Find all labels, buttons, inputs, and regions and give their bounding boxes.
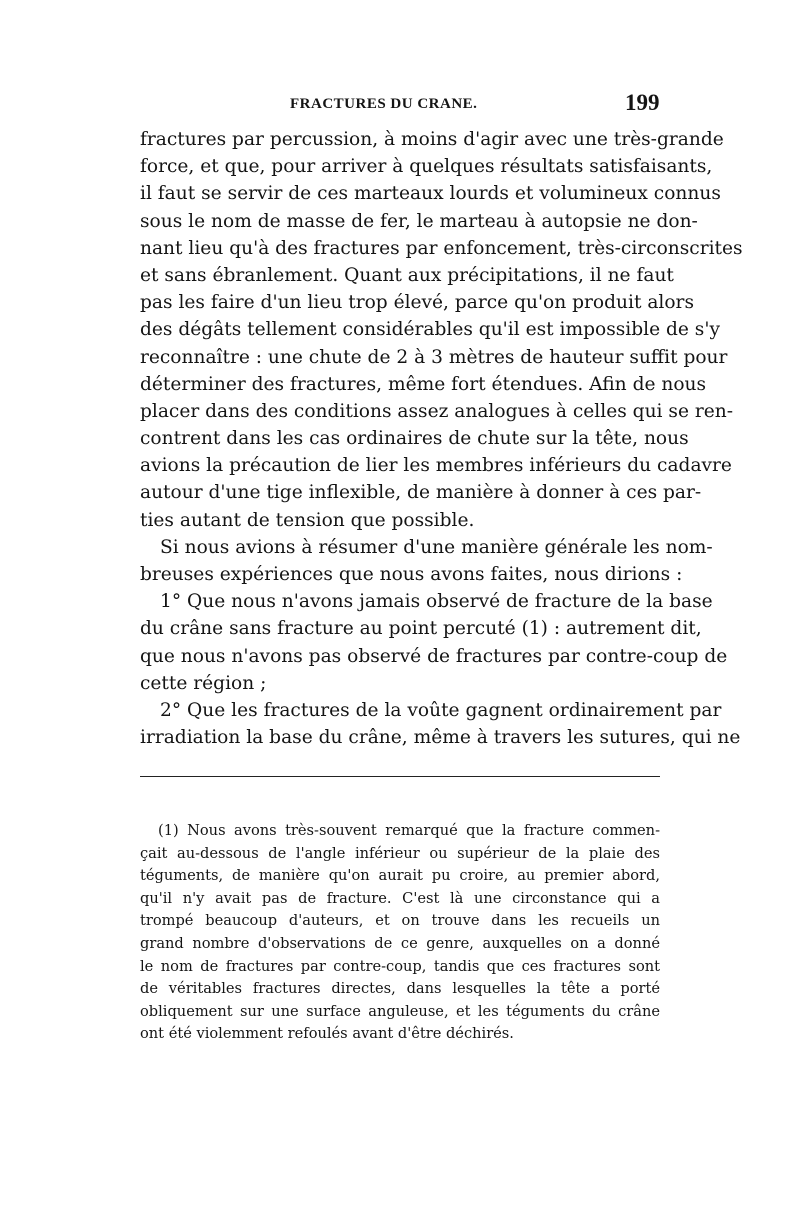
body-line: ties autant de tension que possible. xyxy=(140,509,475,531)
body-text xyxy=(140,126,743,751)
body-line: 2° Que les fractures de la voûte gagnent ordinairement par xyxy=(160,699,722,721)
body-line: contrent dans les cas ordinaires de chute sur la tête, nous xyxy=(140,428,689,450)
footnote-line: trompé beaucoup d'auteurs, et on trouve dans les recueils un xyxy=(140,912,660,930)
page-number: 199 xyxy=(625,90,660,115)
body-line: Si nous avions à résumer d'une manière générale les nom- xyxy=(160,536,713,558)
body-line: sous le nom de masse de fer, le marteau à autopsie ne don- xyxy=(140,210,698,232)
footnote xyxy=(140,820,660,1046)
body-line: et sans ébranlement. Quant aux précipitations, il ne faut xyxy=(140,264,674,286)
body-line: que nous n'avons pas observé de fractures par contre-coup de xyxy=(140,645,728,667)
body-line: cette région ; xyxy=(140,672,267,694)
body-line: breuses expériences que nous avons faites, nous dirions : xyxy=(140,564,683,585)
body-line: fractures par percussion, à moins d'agir avec une très-grande xyxy=(140,129,724,150)
footnote-line: obliquement sur une surface anguleuse, et les téguments du crâne xyxy=(140,1002,660,1020)
body-line: nant lieu qu'à des fractures par enfoncement, très-circonscrites xyxy=(140,237,743,259)
body-line: pas les faire d'un lieu trop élevé, parce qu'on produit alors xyxy=(140,292,694,314)
footnote-line: qu'il n'y avait pas de fracture. C'est là une circonstance qui a xyxy=(140,889,660,907)
footnote-line: ont été violemment refoulés avant d'être déchirés. xyxy=(140,1025,514,1043)
footnote-line: grand nombre d'observations de ce genre, auxquelles on a donné xyxy=(140,934,660,952)
body-line: déterminer des fractures, même fort étendues. Afin de nous xyxy=(140,373,707,395)
body-line: avions la précaution de lier les membres inférieurs du cadavre xyxy=(140,455,732,477)
body-line: il faut se servir de ces marteaux lourds et volumineux connus xyxy=(140,183,721,205)
footnote-line: le nom de fractures par contre-coup, tandis que ces fractures sont xyxy=(140,957,660,975)
body-line: irradiation la base du crâne, même à travers les sutures, qui ne xyxy=(140,727,741,749)
footnote-line: çait au-dessous de l'angle inférieur ou supérieur de la plaie des xyxy=(140,844,660,862)
running-title: FRACTURES DU CRANE. xyxy=(290,96,478,112)
footnote-line: (1) Nous avons très-souvent remarqué que la fracture commen- xyxy=(158,822,660,839)
footnote-rule xyxy=(140,776,660,777)
footnote-line: téguments, de manière qu'on aurait pu croire, au premier abord, xyxy=(140,867,660,885)
body-line: 1° Que nous n'avons jamais observé de fracture de la base xyxy=(160,591,713,613)
body-line: des dégâts tellement considérables qu'il est impossible de s'y xyxy=(140,319,720,341)
body-line: force, et que, pour arriver à quelques résultats satisfaisants, xyxy=(140,156,713,178)
body-line: placer dans des conditions assez analogues à celles qui se ren- xyxy=(140,400,734,422)
footnote-line: de véritables fractures directes, dans lesquelles la tête a porté xyxy=(140,980,660,998)
body-line: reconnaître : une chute de 2 à 3 mètres de hauteur suffit pour xyxy=(140,346,728,368)
body-line: autour d'une tige inflexible, de manière à donner à ces par- xyxy=(140,482,702,504)
body-line: du crâne sans fracture au point percuté (1) : autrement dit, xyxy=(140,618,702,640)
